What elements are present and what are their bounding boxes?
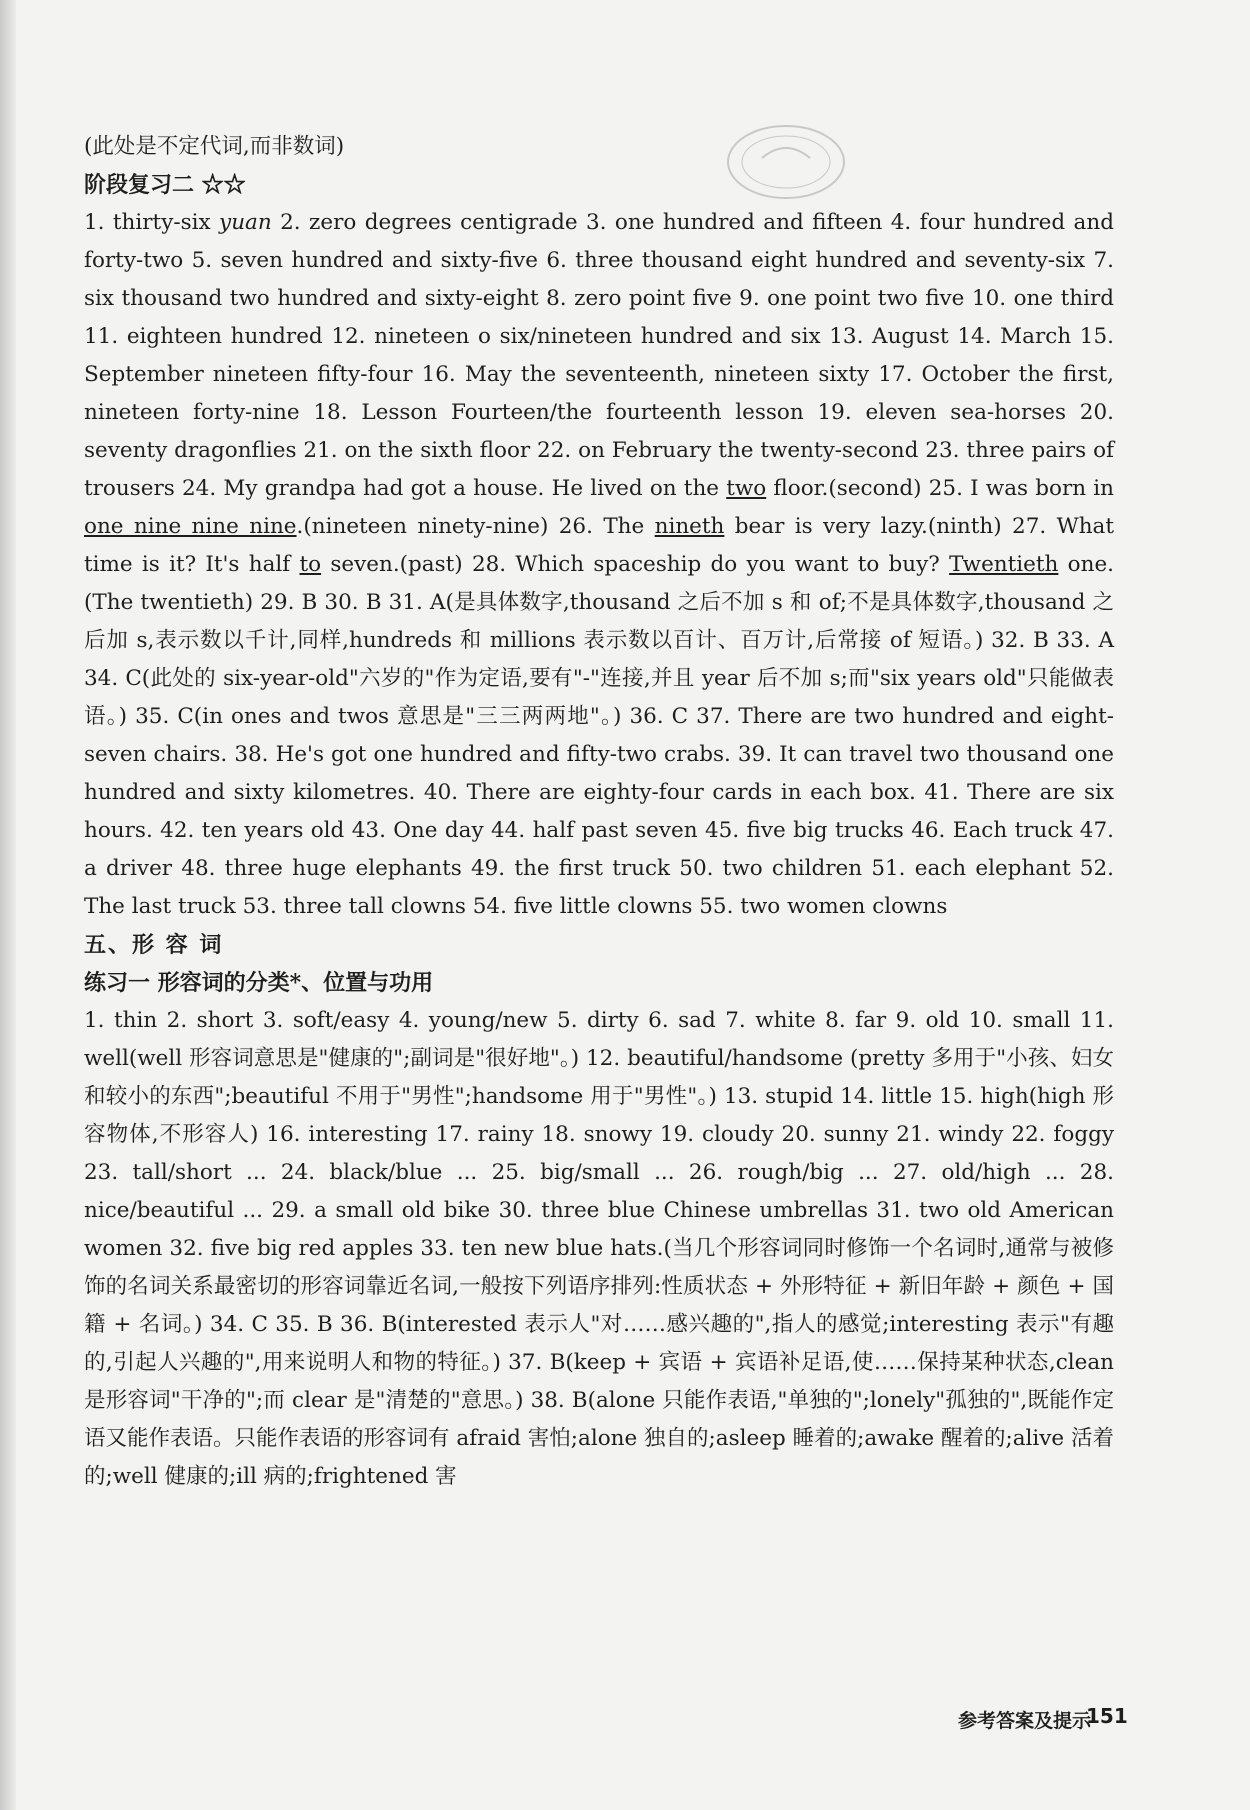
- review-text-yuan: yuan: [219, 210, 272, 235]
- underlined-nineth: nineth: [654, 514, 725, 539]
- underlined-one-nine: one nine nine nine: [84, 514, 297, 539]
- exercise-title: 练习一 形容词的分类*、位置与功用: [84, 970, 434, 996]
- review-text-g: one.(The twentieth) 29. B 30. B 31. A(是具体数字,thousand 之后不加 s 和 of;不是具体数字,thousand 之后加 s,表示数以千计,同样,hundreds 和 millions 表示数以百计、百万计,后常接 of 短语。) 32. B 33. A 34. C(此处的 six-year-old"六岁的"作为定语,要有"-"连接,并且 year 后不加 s;而"six years old"只能做表语。) 35. C(in ones and twos 意思是"三三两两地"。) 36. C 37. There are two hundred and eight-seven chairs. 38. He's got one hundred and fifty-two crabs. 39. It can travel two thousand one hundred and sixty kilometres. 40. There are eighty-four cards in each box. 41. There are six hours. 42. ten years old 43. One day 44. half past seven 45. five big trucks 46. Each truck 47. a driver 48. three huge elephants 49. the first truck 50. two children 51. each elephant 52. The last truck 53. three tall clowns 54. five little clowns 55. two women clowns: [84, 552, 1115, 919]
- review-text-c: floor.(second) 25. I was born in: [766, 476, 1114, 501]
- review-text-d: .(nineteen ninety-nine) 26. The: [296, 514, 655, 539]
- binding-gutter: [0, 0, 16, 1810]
- review-title: 阶段复习二 ☆☆: [84, 172, 246, 198]
- exercise-answers: 1. thin 2. short 3. soft/easy 4. young/new 5. dirty 6. sad 7. white 8. far 9. old 10. small 11. well(well 形容词意思是"健康的";副词是"很好地"。) 12. beautiful/handsome (pretty 多用于"小孩、妇女和较小的东西";beautiful 不用于"男性";handsome 用于"男性"。) 13. stupid 14. little 15. high(high 形容物体,不形容人) 16. interesting 17. rainy 18. snowy 19. cloudy 20. sunny 21. windy 22. foggy 23. tall/short ... 24. black/blue ... 25. big/small ... 26. rough/big ... 27. old/high ... 28. nice/beautiful ... 29. a small old bike 30. three blue Chinese umbrellas 31. two old American women 32. five big red apples 33. ten new blue hats.(当几个形容词同时修饰一个名词时,通常与被修饰的名词关系最密切的形容词靠近名词,一般按下列语序排列:性质状态 + 外形特征 + 新旧年龄 + 颜色 + 国籍 + 名词。) 34. C 35. B 36. B(interested 表示人"对……感兴趣的",指人的感觉;interesting 表示"有趣的,引起人兴趣的",用来说明人和物的特征。) 37. B(keep + 宾语 + 宾语补足语,使……保持某种状态,clean 是形容词"干净的";而 clear 是"清楚的"意思。) 38. B(alone 只能作表语,"单独的";lonely"孤独的",既能作定语又能作表语。只能作表语的形容词有 afraid 害怕;alone 独自的;asleep 睡着的;awake 醒着的;alive 活着的;well 健康的;ill 病的;frightened 害: [84, 1008, 1114, 1489]
- underlined-two: two: [726, 476, 767, 501]
- header-note: (此处是不定代词,而非数词): [84, 134, 345, 159]
- review-text-f: seven.(past) 28. Which spaceship do you want to buy?: [321, 552, 950, 577]
- underlined-to: to: [299, 552, 322, 577]
- review-text-b: 2. zero degrees centigrade 3. one hundred and fifteen 4. four hundred and forty-two 5. seven hundred and sixty-five 6. three thousand eight hundred and seventy-six 7. six thousand two hundred and sixty-eight 8. zero point five 9. one point two five 10. one third 11. eighteen hundred 12. nineteen o six/nineteen hundred and six 13. August 14. March 15. September nineteen fifty-four 16. May the seventeenth, nineteen sixty 17. October the first, nineteen forty-nine 18. Lesson Fourteen/the fourteenth lesson 19. eleven sea-horses 20. seventy dragonflies 21. on the sixth floor 22. on February the twenty-second 23. three pairs of trousers 24. My grandpa had got a house. He lived on the: [84, 210, 1114, 501]
- section-title: 五、形 容 词: [84, 932, 224, 958]
- answer-content: [84, 128, 1114, 1496]
- review-text-a: 1. thirty-six: [84, 210, 220, 235]
- page-number: 151: [1086, 1704, 1128, 1728]
- underlined-twentieth: Twentieth: [949, 552, 1059, 577]
- review-answers: [84, 204, 1114, 926]
- footer-label: 参考答案及提示: [958, 1710, 1092, 1732]
- review-text-e: bear is very lazy.(ninth) 27. What time is it? It's half: [84, 514, 1114, 577]
